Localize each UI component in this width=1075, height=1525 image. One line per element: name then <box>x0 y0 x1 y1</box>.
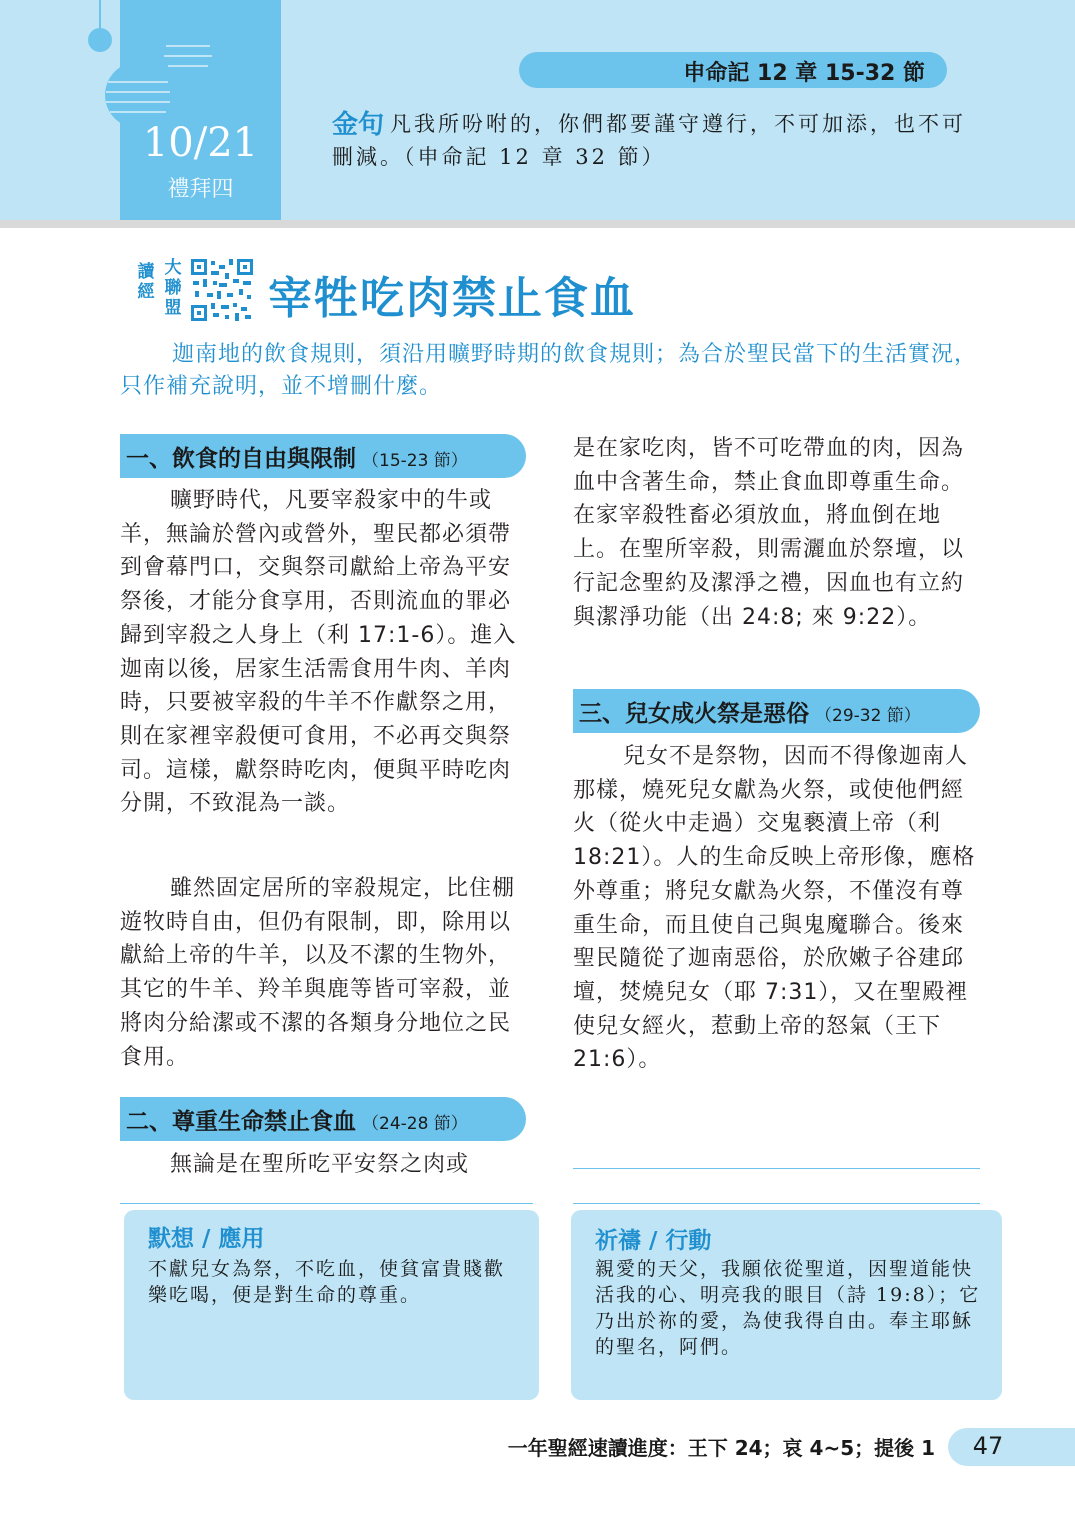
scripture-reference: 申命記 12 章 15-32 節 <box>683 61 925 86</box>
section-2-paragraph-start: 無論是在聖所吃平安祭之肉或 <box>170 1152 470 1177</box>
badge-right-text: 大聯盟 <box>164 258 182 318</box>
badge-left-text: 讀經 <box>137 262 155 302</box>
section-1-paragraph-1: 曠野時代，凡要宰殺家中的牛或羊，無論於營內或營外，聖民都必須帶到會幕門口，交與祭司獻給上帝為平安祭後，才能分食享用，否則流血的罪必歸到宰殺之人身上（利 17:1-6）。進入迦南以後，居家生活需食用牛肉、羊肉時，只要被宰殺的牛羊不作獻祭之用，則在家裡宰殺便可食用，不必再交與祭司。這樣，獻祭時吃肉，便與平時吃肉分開，不致混為一談。 <box>120 488 517 817</box>
header-divider <box>0 220 1075 228</box>
reflection-text: 不獻兒女為祭，不吃血，使貧富貴賤歡樂吃喝，便是對生命的尊重。 <box>148 1258 506 1306</box>
section-3-paragraph: 兒女不是祭物，因而不得像迦南人那樣，燒死兒女獻為火祭，或使他們經火（從火中走過）交鬼褻瀆上帝（利 18:21）。人的生命反映上帝形像，應格外尊重；將兒女獻為火祭，不僅沒有尊重生命，而且使自己與鬼魔聯合。後來聖民隨從了迦南惡俗，於欣嫩子谷建邱壇，焚燒兒女（耶 7:31），又在聖殿裡使兒女經火，惹動上帝的怒氣（王下 21:6）。 <box>573 744 976 1073</box>
weekday: 禮拜四 <box>167 177 234 202</box>
prayer-text: 親愛的天父，我願依從聖道，因聖道能快活我的心、明亮我的眼目（詩 19:8）；它乃出於祢的愛，為使我得自由。奉主耶穌的聖名，阿們。 <box>595 1258 981 1358</box>
golden-verse-label: 金句 <box>332 110 385 140</box>
section-2-title: 二、尊重生命禁止食血 （24-28 節） <box>126 1109 468 1135</box>
qr-code-icon[interactable] <box>189 257 255 323</box>
section-1-paragraph-2: 雖然固定居所的宰殺規定，比住棚遊牧時自由，但仍有限制，即，除用以獻給上帝的牛羊，以及不潔的生物外，其它的牛羊、羚羊與鹿等皆可宰殺，並將肉分給潔或不潔的各類身分地位之民食用。 <box>120 876 516 1070</box>
box-top-rule-right <box>573 1203 980 1204</box>
ornament-icon <box>80 0 240 140</box>
date: 10/21 <box>142 120 259 166</box>
page-number: 47 <box>972 1432 1004 1460</box>
column-divider <box>573 1168 980 1169</box>
section-2-paragraph-continued: 是在家吃肉，皆不可吃帶血的肉，因為血中含著生命，禁止食血即尊重生命。在家宰殺牲畜必須放血，將血倒在地上。在聖所宰殺，則需灑血於祭壇，以行記念聖約及潔淨之禮，因血也有立約與潔淨功能（出 24:8; 來 9:22）。 <box>573 436 965 630</box>
section-1-title: 一、飲食的自由與限制 （15-23 節） <box>126 446 468 472</box>
prayer-title: 祈禱 / 行動 <box>595 1228 712 1254</box>
golden-verse: 凡我所吩咐的，你們都要謹守遵行，不可加添，也不可刪減。（申命記 12 章 32 節） <box>332 112 966 169</box>
box-top-rule-left <box>120 1203 533 1204</box>
intro-text: 迦南地的飲食規則，須沿用曠野時期的飲食規則；為合於聖民當下的生活實況，只作補充說明，並不增刪什麼。 <box>120 342 978 399</box>
section-3-title: 三、兒女成火祭是惡俗 （29-32 節） <box>579 701 921 727</box>
reading-progress: 一年聖經速讀進度：王下 24；哀 4~5；提後 1 <box>507 1436 935 1460</box>
reflection-title: 默想 / 應用 <box>148 1226 265 1252</box>
page-title: 宰牲吃肉禁止食血 <box>268 273 636 324</box>
